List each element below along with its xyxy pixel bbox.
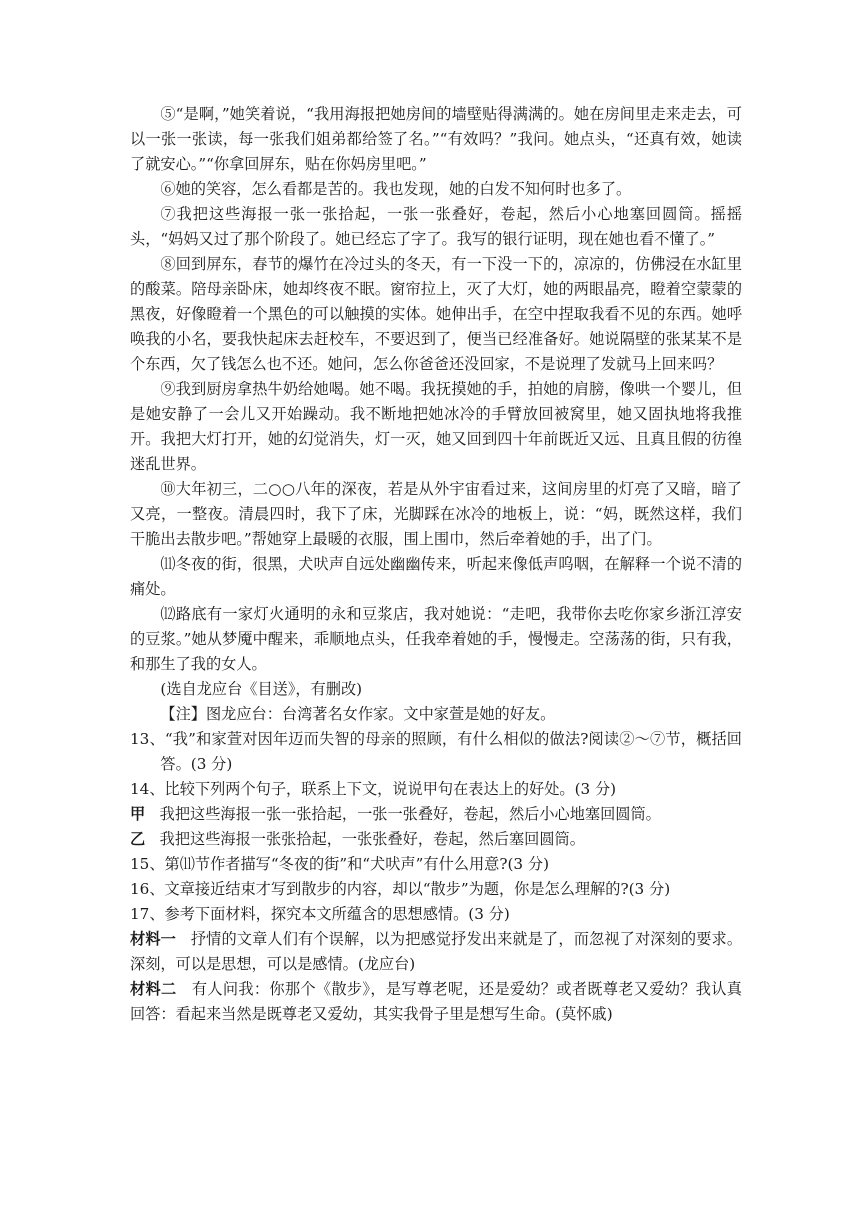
document-page (130, 102, 742, 1027)
material-1-text: 抒情的文章人们有个误解，以为把感觉抒发出来就是了，而忽视了对深刻的要求。深刻，可以是思想，可以是感情。(龙应台) (130, 930, 743, 973)
question-13: 13、“我”和家萱对因年迈而失智的母亲的照顾，有什么相似的做法?阅读②～⑦节，概括回答。(3 分) (130, 730, 742, 773)
compare-sentence-b (130, 827, 742, 852)
material-1-label: 材料一 (130, 930, 176, 948)
author-note: 【注】图龙应台：台湾著名女作家。文中家萱是她的好友。 (160, 705, 556, 723)
paragraph-12: ⑿路底有一家灯火通明的永和豆浆店，我对她说：“走吧，我带你去吃你家乡浙江淳安的豆浆。”她从梦魇中醒来，乖顺地点头，任我牵着她的手，慢慢走。空荡荡的街，只有我，和那生了我的女人。 (130, 605, 742, 673)
material-2-label: 材料二 (130, 980, 177, 998)
question-14: 14、比较下列两个句子，联系上下文，说说甲句在表达上的好处。(3 分) (130, 780, 617, 798)
compare-sentence-a (130, 802, 742, 827)
question-15: 15、第⑾节作者描写“冬夜的街”和“犬吠声”有什么用意?(3 分) (130, 855, 549, 873)
compare-label-a: 甲 (130, 805, 146, 823)
source-citation: (选自龙应台《目送》，有删改) (160, 680, 363, 698)
paragraph-11: ⑾冬夜的街，很黑，犬吠声自远处幽幽传来，听起来像低声呜咽，在解释一个说不清的痛处。 (130, 555, 742, 598)
question-17: 17、参考下面材料，探究本文所蕴含的思想感情。(3 分) (130, 905, 510, 923)
material-2 (130, 977, 742, 1027)
paragraph-8: ⑧回到屏东，春节的爆竹在冷过头的冬天，有一下没一下的，凉凉的，仿佛浸在水缸里的酸菜。陪母亲卧床，她却终夜不眠。窗帘拉上，灭了大灯，她的两眼晶亮，瞪着空蒙蒙的黑夜，好像瞪着一个黑色的可以触摸的实体。她伸出手，在空中捏取我看不见的东西。她呼唤我的小名，要我快起床去赶校车，不要迟到了，便当已经准备好。她说隔壁的张某某不是个东西，欠了钱怎么也不还。她问，怎么你爸爸还没回家，不是说理了发就马上回来吗？ (130, 255, 742, 373)
paragraph-9: ⑨我到厨房拿热牛奶给她喝。她不喝。我抚摸她的手，拍她的肩膀，像哄一个婴儿，但是她安静了一会儿又开始躁动。我不断地把她冰冷的手臂放回被窝里，她又固执地将我推开。我把大灯打开，她的幻觉消失，灯一灭，她又回到四十年前既近又远、且真且假的彷徨迷乱世界。 (130, 380, 742, 473)
paragraph-6: ⑥她的笑容，怎么看都是苦的。我也发现，她的白发不知何时也多了。 (160, 180, 632, 198)
compare-text-a: 我把这些海报一张一张拾起，一张一张叠好，卷起，然后小心地塞回圆筒。 (159, 805, 661, 823)
compare-label-b: 乙 (130, 830, 146, 848)
question-16: 16、文章接近结束才写到散步的内容，却以“散步”为题，你是怎么理解的?(3 分) (130, 880, 671, 898)
paragraph-5: ⑤“是啊，”她笑着说，“我用海报把她房间的墙壁贴得满满的。她在房间里走来走去，可以一张一张读，每一张我们姐弟都给签了名。”“有效吗？”我问。她点头，“还真有效，她读了就安心。”“你拿回屏东，贴在你妈房里吧。” (130, 105, 742, 173)
paragraph-7: ⑦我把这些海报一张一张拾起，一张一张叠好，卷起，然后小心地塞回圆筒。摇摇头，“妈妈又过了那个阶段了。她已经忘了字了。我写的银行证明，现在她也看不懂了。” (130, 205, 742, 248)
material-1 (130, 927, 742, 977)
compare-text-b: 我把这些海报一张张拾起，一张张叠好，卷起，然后塞回圆筒。 (159, 830, 585, 848)
paragraph-10: ⑩大年初三，二○○八年的深夜，若是从外宇宙看过来，这间房里的灯亮了又暗，暗了又亮，一整夜。清晨四时，我下了床，光脚踩在冰冷的地板上，说：“妈，既然这样，我们干脆出去散步吧。”帮她穿上最暖的衣服，围上围巾，然后牵着她的手，出了门。 (130, 480, 742, 548)
material-2-text: 有人问我：你那个《散步》，是写尊老呢，还是爱幼？或者既尊老又爱幼？我认真回答：看起来当然是既尊老又爱幼，其实我骨子里是想写生命。(莫怀戚) (130, 980, 742, 1023)
